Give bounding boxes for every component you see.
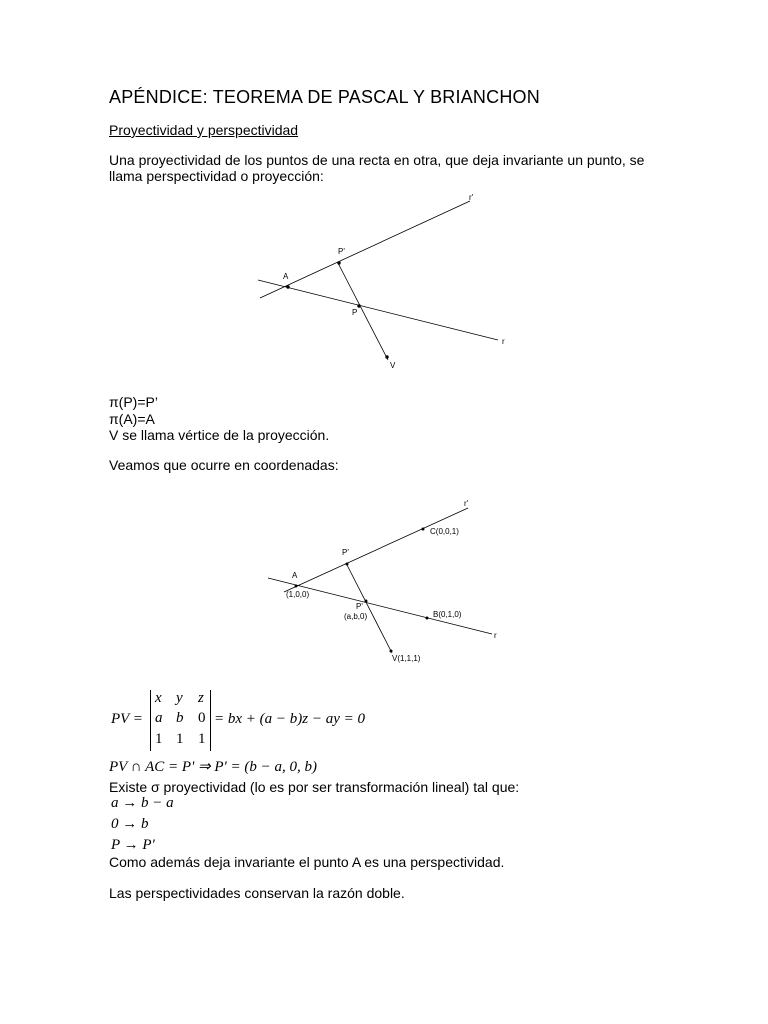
determinant-rhs: = bx + (a − b)z − ay = 0: [214, 711, 366, 727]
line-r: [258, 280, 498, 340]
point-v: [390, 650, 393, 653]
line-r-prime: [260, 201, 470, 298]
determinant-lhs: PV =: [111, 711, 143, 727]
mapping-3: P → P': [111, 837, 155, 853]
determinant-matrix: [150, 690, 211, 751]
line-pv: [338, 263, 388, 360]
matrix-cell: a: [155, 710, 163, 726]
intersection-equation: PV ∩ AC = P' ⇒ P' = (b − a, 0, b): [109, 759, 317, 775]
point-p-prime: [346, 563, 349, 566]
mapping-1: a → b − a: [111, 795, 174, 811]
paragraph-line-1: Una proyectividad de los puntos de una recta en otra, que deja invariante un punto, se: [109, 152, 645, 168]
matrix-cell: y: [176, 690, 183, 706]
label-a: A: [283, 272, 289, 281]
label-r-prime: r': [464, 499, 469, 508]
page-title: APÉNDICE: TEOREMA DE PASCAL Y BRIANCHON: [109, 87, 540, 107]
line-pv: [346, 563, 392, 653]
section-heading: Proyectividad y perspectividad: [109, 122, 299, 138]
label-p-prime: P': [342, 548, 349, 557]
label-r: r: [502, 337, 505, 346]
label-p: P: [352, 308, 358, 317]
point-v: [385, 355, 388, 358]
matrix-cell: 1: [155, 731, 163, 747]
paragraph-line-2: llama perspectividad o proyección:: [109, 168, 324, 184]
mapping-2: 0 → b: [111, 816, 149, 832]
relation-pi-a: π(A)=A: [109, 411, 155, 427]
label-v: V(1,1,1): [392, 654, 421, 663]
matrix-cell: b: [176, 710, 184, 726]
point-b: [426, 617, 429, 620]
point-p: [357, 304, 360, 307]
point-p: [365, 600, 368, 603]
point-c: [422, 528, 425, 531]
line-r: [268, 578, 492, 634]
point-a: [295, 585, 298, 588]
conclusion-2: Las perspectividades conservan la razón doble.: [109, 885, 405, 901]
label-b: B(0,1,0): [433, 610, 462, 619]
figure-coordinates: [260, 495, 510, 670]
label-p: P': [356, 602, 363, 611]
label-a: A: [292, 571, 298, 580]
matrix-cell: x: [155, 690, 162, 706]
label-c: C(0,0,1): [430, 527, 459, 536]
point-p-prime: [337, 261, 340, 264]
conclusion-1: Como además deja invariante el punto A es una perspectividad.: [109, 854, 505, 870]
label-r: r: [494, 631, 497, 640]
matrix-cell: 0: [198, 710, 206, 726]
label-p-coord: (a,b,0): [344, 612, 368, 621]
matrix-cell: 1: [198, 731, 206, 747]
label-p-prime: P': [338, 247, 345, 256]
coordinates-intro: Veamos que ocurre en coordenadas:: [109, 457, 339, 473]
matrix-cell: z: [198, 690, 204, 706]
figure-projection: [250, 190, 520, 375]
label-a-coord: (1,0,0): [286, 590, 310, 599]
label-r-prime: r': [469, 193, 474, 202]
vertex-definition: V se llama vértice de la proyección.: [109, 427, 330, 443]
relation-pi-p: π(P)=P’: [109, 394, 158, 410]
point-a: [286, 285, 289, 288]
existence-statement: Existe σ proyectividad (lo es por ser transformación lineal) tal que:: [109, 779, 520, 795]
matrix-cell: 1: [176, 731, 184, 747]
line-r-prime: [284, 508, 468, 592]
label-v: V: [390, 361, 396, 370]
